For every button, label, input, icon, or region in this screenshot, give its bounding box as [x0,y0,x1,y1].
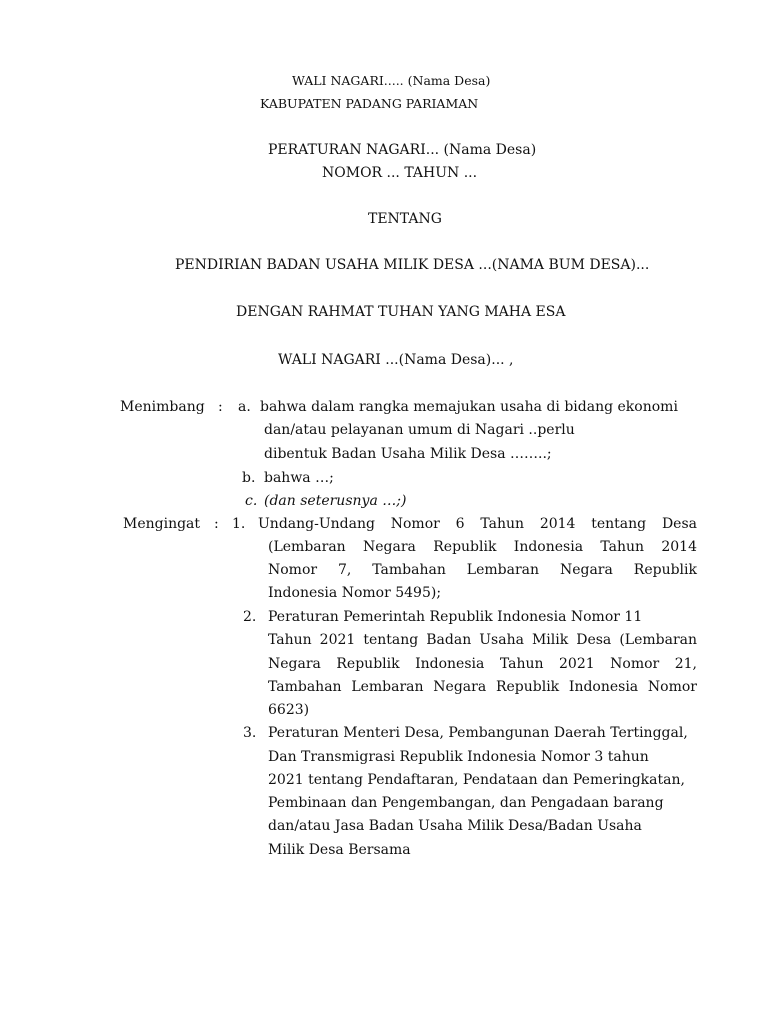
mengingat-1-line-4: Indonesia Nomor 5495); [268,585,442,601]
regulation-number: NOMOR ... TAHUN ... [322,165,478,181]
mengingat-marker-2: 2. [243,609,257,625]
mengingat-3-line-6: Milik Desa Bersama [268,842,411,858]
mengingat-2-line-2: Tahun 2021 tentang Badan Usaha Milik Desa (Lembaran [268,632,697,648]
mengingat-1-line-2: (Lembaran Negara Republik Indonesia Tahun 2014 [268,539,697,555]
regulation-about: TENTANG [368,211,442,227]
menimbang-marker-b: b. [242,470,256,486]
menimbang-a-line-3: dibentuk Badan Usaha Milik Desa ……..; [264,446,552,462]
mengingat-1-line-3: Nomor 7, Tambahan Lembaran Negara Republik [268,562,697,578]
mengingat-label: Mengingat [123,516,201,532]
regulation-authority: WALI NAGARI ...(Nama Desa)... , [278,352,514,368]
regulation-subject: PENDIRIAN BADAN USAHA MILIK DESA ...(NAMA BUM DESA)... [175,257,650,273]
mengingat-2-line-1: Peraturan Pemerintah Republik Indonesia Nomor 11 [268,609,643,625]
menimbang-a-line-2: dan/atau pelayanan umum di Nagari ..perlu [264,422,575,438]
mengingat-2-line-3: Negara Republik Indonesia Tahun 2021 Nomor 21, [268,656,697,672]
mengingat-3-line-5: dan/atau Jasa Badan Usaha Milik Desa/Badan Usaha [268,818,642,834]
menimbang-colon: : [218,399,223,415]
mengingat-2-line-5: 6623) [268,702,310,718]
mengingat-3-line-2: Dan Transmigrasi Republik Indonesia Nomor 3 tahun [268,749,649,765]
menimbang-marker-c: c. [245,493,258,509]
mengingat-marker-3: 3. [243,725,257,741]
mengingat-colon: : [214,516,219,532]
mengingat-1-line-1: Undang-Undang Nomor 6 Tahun 2014 tentang Desa [258,516,697,532]
mengingat-3-line-3: 2021 tentang Pendaftaran, Pendataan dan Pemeringkatan, [268,772,685,788]
menimbang-label: Menimbang [120,399,205,415]
menimbang-c-line-1: (dan seterusnya …;) [264,493,407,509]
mengingat-marker-1: 1. [232,516,246,532]
header-line-2: KABUPATEN PADANG PARIAMAN [260,96,479,111]
regulation-title: PERATURAN NAGARI... (Nama Desa) [268,142,537,158]
menimbang-a-line-1: bahwa dalam rangka memajukan usaha di bidang ekonomi [260,399,678,415]
menimbang-marker-a: a. [238,399,251,415]
header-line-1: WALI NAGARI..... (Nama Desa) [292,73,491,88]
mengingat-3-line-4: Pembinaan dan Pengembangan, dan Pengadaan barang [268,795,664,811]
mengingat-3-line-1: Peraturan Menteri Desa, Pembangunan Daerah Tertinggal, [268,725,688,741]
mengingat-2-line-4: Tambahan Lembaran Negara Republik Indonesia Nomor [268,679,697,695]
regulation-blessing: DENGAN RAHMAT TUHAN YANG MAHA ESA [236,304,566,320]
menimbang-b-line-1: bahwa …; [264,470,334,486]
